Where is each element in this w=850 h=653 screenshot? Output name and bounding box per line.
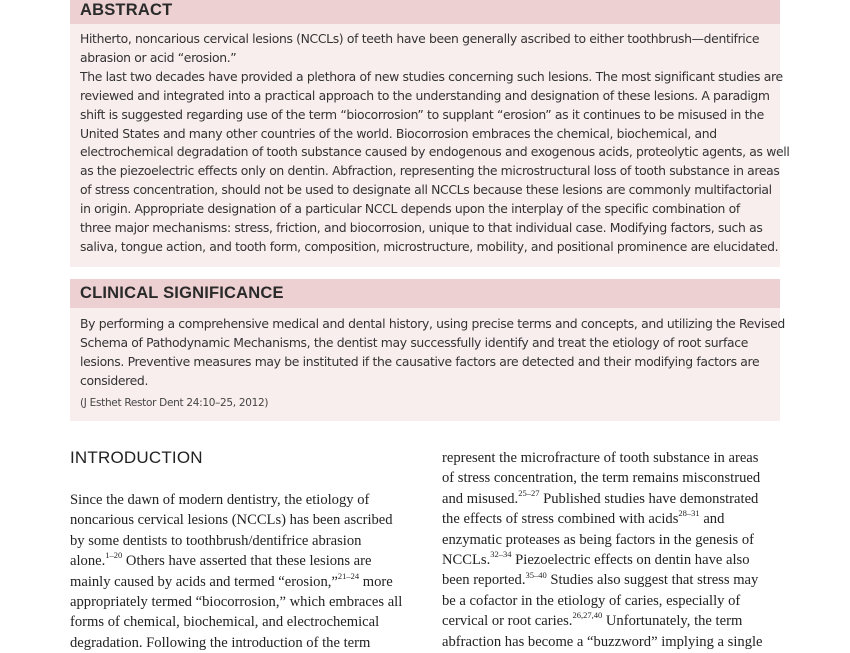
reference-superscript[interactable]: 21–24 [337, 570, 360, 581]
text-line: degradation. Following the introduction of the term [70, 634, 371, 651]
abstract-line: as the piezoelectric effects only on dentin. Abfraction, representing the microstructural loss of tooth substance in areas [80, 163, 780, 179]
text-line [442, 570, 763, 590]
text-line: enzymatic proteases as being factors in the genesis of [442, 531, 755, 548]
text-line: be a cofactor in the etiology of caries, especially of [442, 592, 741, 609]
intro-right-column [442, 448, 763, 652]
text-line [442, 611, 763, 631]
text-line: Since the dawn of modern dentistry, the etiology of [70, 492, 370, 508]
journal-citation: (J Esthet Restor Dent 24:10–25, 2012) [80, 396, 269, 409]
text-run: Piezoelectric effects on dentin have also [511, 552, 750, 569]
reference-superscript[interactable]: 35–40 [525, 569, 547, 580]
abstract-line: electrochemical degradation of tooth substance caused by endogenous and exogenous acids, proteolytic agents, as well [80, 144, 790, 160]
text-run: mainly caused by acids and termed “erosion,” [70, 573, 338, 590]
text-run: alone. [70, 553, 106, 570]
abstract-heading: ABSTRACT [70, 0, 780, 24]
text-run: and [699, 511, 725, 528]
text-run: Studies also suggest that stress may [546, 572, 759, 589]
text-run: the effects of stress combined with acids [442, 511, 679, 528]
abstract-box [70, 0, 790, 267]
text-line: by some dentists to toothbrush/dentifrice abrasion [70, 532, 362, 549]
clinical-significance-box [70, 279, 785, 421]
abstract-line: in origin. Appropriate designation of a particular NCCL depends upon the interplay of the specific combination of [80, 201, 740, 217]
text-line: noncarious cervical lesions (NCCLs) has been ascribed [70, 512, 393, 529]
clinical-line: considered. [80, 372, 149, 388]
abstract-line: Hitherto, noncarious cervical lesions (NCCLs) of teeth have been generally ascribed to either toothbrush—dentifrice [80, 31, 760, 46]
text-line [442, 489, 763, 509]
text-run: and misused. [442, 490, 519, 507]
reference-superscript[interactable]: 26,27,40 [572, 610, 603, 621]
clinical-significance-text [70, 308, 785, 413]
clinical-line: By performing a comprehensive medical and dental history, using precise terms and concepts, and utilizing the Revised [80, 316, 785, 331]
reference-superscript[interactable]: 28–31 [678, 508, 700, 519]
clinical-line: Schema of Pathodynamic Mechanisms, the dentist may successfully identify and treat the etiology of root surface [80, 334, 748, 350]
abstract-line: saliva, tongue action, and tooth form, composition, microstructure, mobility, and positional prominence are elucidated. [80, 238, 779, 254]
introduction-heading: INTRODUCTION [70, 448, 203, 467]
reference-superscript[interactable]: 1–20 [105, 550, 123, 561]
text-run: more [359, 573, 393, 590]
abstract-line: three major mechanisms: stress, friction, and biocorrosion, unique to that individual case. Modifying factors, such as [80, 220, 763, 236]
text-run: Published studies have demonstrated [539, 490, 759, 507]
text-run: Unfortunately, the term [602, 613, 743, 630]
intro-left-column [70, 490, 402, 653]
clinical-significance-heading: CLINICAL SIGNIFICANCE [70, 279, 780, 308]
abstract-text [70, 24, 790, 257]
abstract-line: reviewed and integrated into a practical approach to the understanding and designation of these lesions. A paradigm [80, 87, 770, 103]
text-run: NCCLs. [442, 552, 491, 569]
text-line: appropriately termed “biocorrosion,” which embraces all [70, 594, 403, 611]
abstract-line: shift is suggested regarding use of the term “biocorrosion” to supplant “erosion” as it continues to be misused in the [80, 106, 764, 122]
reference-superscript[interactable]: 25–27 [518, 487, 540, 498]
text-line: forms of chemical, biochemical, and electrochemical [70, 614, 380, 631]
text-line: represent the microfracture of tooth substance in areas [442, 450, 759, 466]
abstract-line: The last two decades have provided a plethora of new studies concerning such lesions. The most significant studies are [80, 68, 783, 84]
text-line: of stress concentration, the term remains misconstrued [442, 470, 761, 487]
text-line: abfraction has become a “buzzword” implying a single [442, 633, 763, 650]
reference-superscript[interactable]: 32–34 [490, 549, 512, 560]
text-line [70, 572, 402, 592]
text-line [70, 551, 402, 571]
clinical-line: lesions. Preventive measures may be instituted if the causative factors are detected and their modifying factors are [80, 353, 760, 369]
text-line [442, 509, 763, 529]
text-run: cervical or root caries. [442, 613, 573, 630]
abstract-line: abrasion or acid “erosion.” [80, 49, 237, 65]
text-run: been reported. [442, 572, 526, 589]
abstract-line: of stress concentration, should not be used to designate all NCCLs because these lesions are commonly multifactorial [80, 182, 772, 198]
text-line [442, 550, 763, 570]
abstract-line: United States and many other countries of the world. Biocorrosion embraces the chemical, biochemical, and [80, 125, 717, 141]
text-run: Others have asserted that these lesions are [122, 553, 372, 570]
